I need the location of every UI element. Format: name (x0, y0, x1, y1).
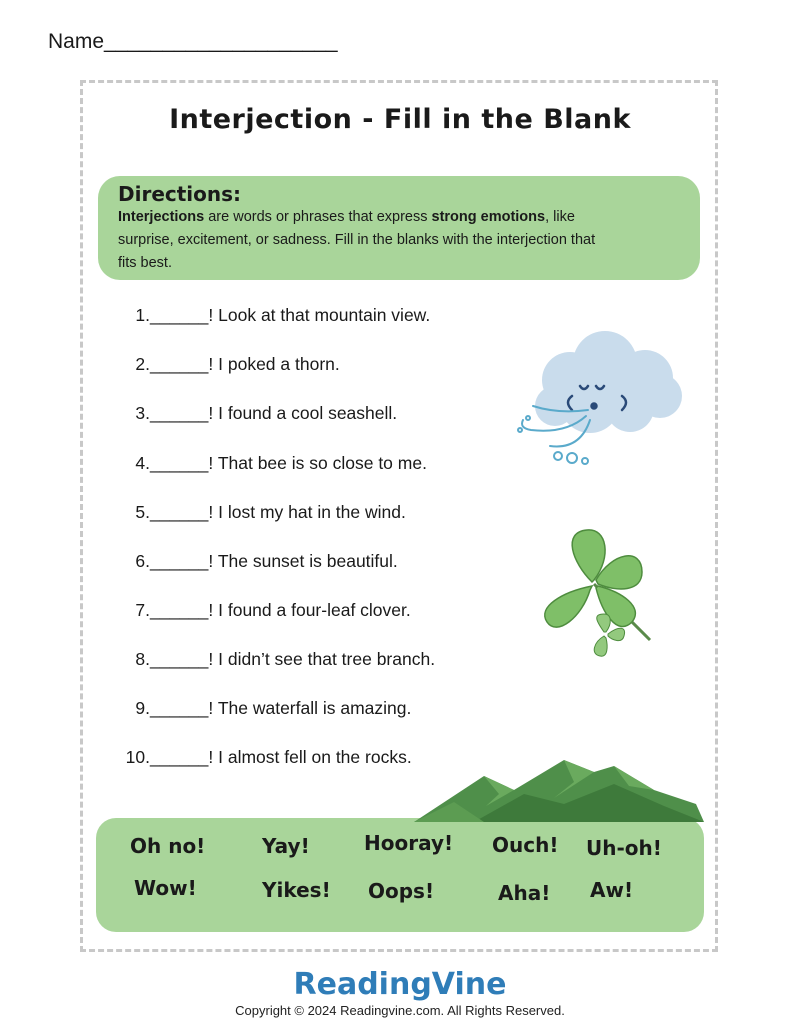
word-bank (96, 818, 704, 932)
directions-box (98, 176, 700, 280)
answer-blank[interactable]: ______ (150, 502, 209, 522)
word-bank-item[interactable]: Yikes! (262, 878, 331, 902)
copyright-text: Copyright © 2024 Readingvine.com. All Rights Reserved. (235, 1003, 565, 1018)
answer-blank[interactable]: ______ (150, 698, 209, 718)
worksheet-title: Interjection - Fill in the Blank (169, 104, 631, 135)
name-label: Name (48, 30, 105, 53)
answer-blank[interactable]: ______ (150, 305, 209, 325)
question-item (116, 305, 536, 326)
word-bank-item[interactable]: Oh no! (130, 834, 206, 858)
question-text: ! I lost my hat in the wind. (208, 502, 406, 522)
question-text: ! I found a cool seashell. (208, 403, 398, 423)
question-number: 6. (135, 551, 150, 571)
question-text: ! I didn’t see that tree branch. (208, 649, 436, 669)
question-number: 7. (135, 600, 150, 620)
question-text: ! The sunset is beautiful. (208, 551, 398, 571)
question-number: 3. (135, 403, 150, 423)
question-item (116, 551, 536, 572)
question-number: 9. (135, 698, 150, 718)
question-number: 5. (135, 502, 150, 522)
directions-text-part1: are words or phrases that express (204, 209, 432, 225)
directions-text-part2: , like (545, 209, 575, 225)
mountains-icon (414, 754, 704, 824)
question-item (116, 453, 536, 474)
question-item (116, 698, 536, 719)
question-item (116, 354, 536, 375)
question-number: 1. (135, 305, 150, 325)
four-leaf-clover-icon (532, 522, 662, 672)
answer-blank[interactable]: ______ (150, 354, 209, 374)
word-bank-item[interactable]: Aw! (590, 878, 634, 902)
answer-blank[interactable]: ______ (150, 551, 209, 571)
question-item (116, 649, 536, 670)
answer-blank[interactable]: ______ (150, 747, 209, 767)
readingvine-logo: ReadingVine (293, 967, 507, 1002)
question-item (116, 403, 536, 424)
word-bank-item[interactable]: Hooray! (364, 831, 454, 855)
directions-line-2: surprise, excitement, or sadness. Fill in the blanks with the interjection that (118, 232, 596, 248)
answer-blank[interactable]: ______ (150, 453, 209, 473)
question-number: 8. (135, 649, 150, 669)
question-text: ! That bee is so close to me. (208, 453, 427, 473)
directions-line-3: fits best. (118, 255, 172, 271)
directions-heading: Directions: (118, 182, 242, 206)
question-item (116, 600, 536, 621)
word-bank-item[interactable]: Oops! (368, 879, 435, 903)
name-blank: ____________________ (104, 30, 338, 53)
answer-blank[interactable]: ______ (150, 600, 209, 620)
term-interjections: Interjections (118, 209, 205, 225)
word-bank-item[interactable]: Aha! (498, 881, 551, 905)
answer-blank[interactable]: ______ (150, 403, 209, 423)
question-text: ! I poked a thorn. (208, 354, 340, 374)
question-text: ! Look at that mountain view. (208, 305, 431, 325)
question-item (116, 502, 536, 523)
question-text: ! The waterfall is amazing. (208, 698, 412, 718)
word-bank-item[interactable]: Wow! (134, 876, 197, 900)
question-number: 10. (125, 747, 150, 767)
word-bank-item[interactable]: Uh-oh! (586, 836, 662, 860)
wind-cloud-icon (510, 318, 690, 468)
word-bank-item[interactable]: Ouch! (492, 833, 559, 857)
question-text: ! I almost fell on the rocks. (208, 747, 412, 767)
question-number: 2. (135, 354, 150, 374)
name-field[interactable] (48, 30, 338, 54)
question-number: 4. (135, 453, 150, 473)
word-bank-item[interactable]: Yay! (262, 834, 310, 858)
question-text: ! I found a four-leaf clover. (208, 600, 411, 620)
answer-blank[interactable]: ______ (150, 649, 209, 669)
term-strong-emotions: strong emotions (431, 209, 546, 225)
directions-text (118, 206, 680, 275)
